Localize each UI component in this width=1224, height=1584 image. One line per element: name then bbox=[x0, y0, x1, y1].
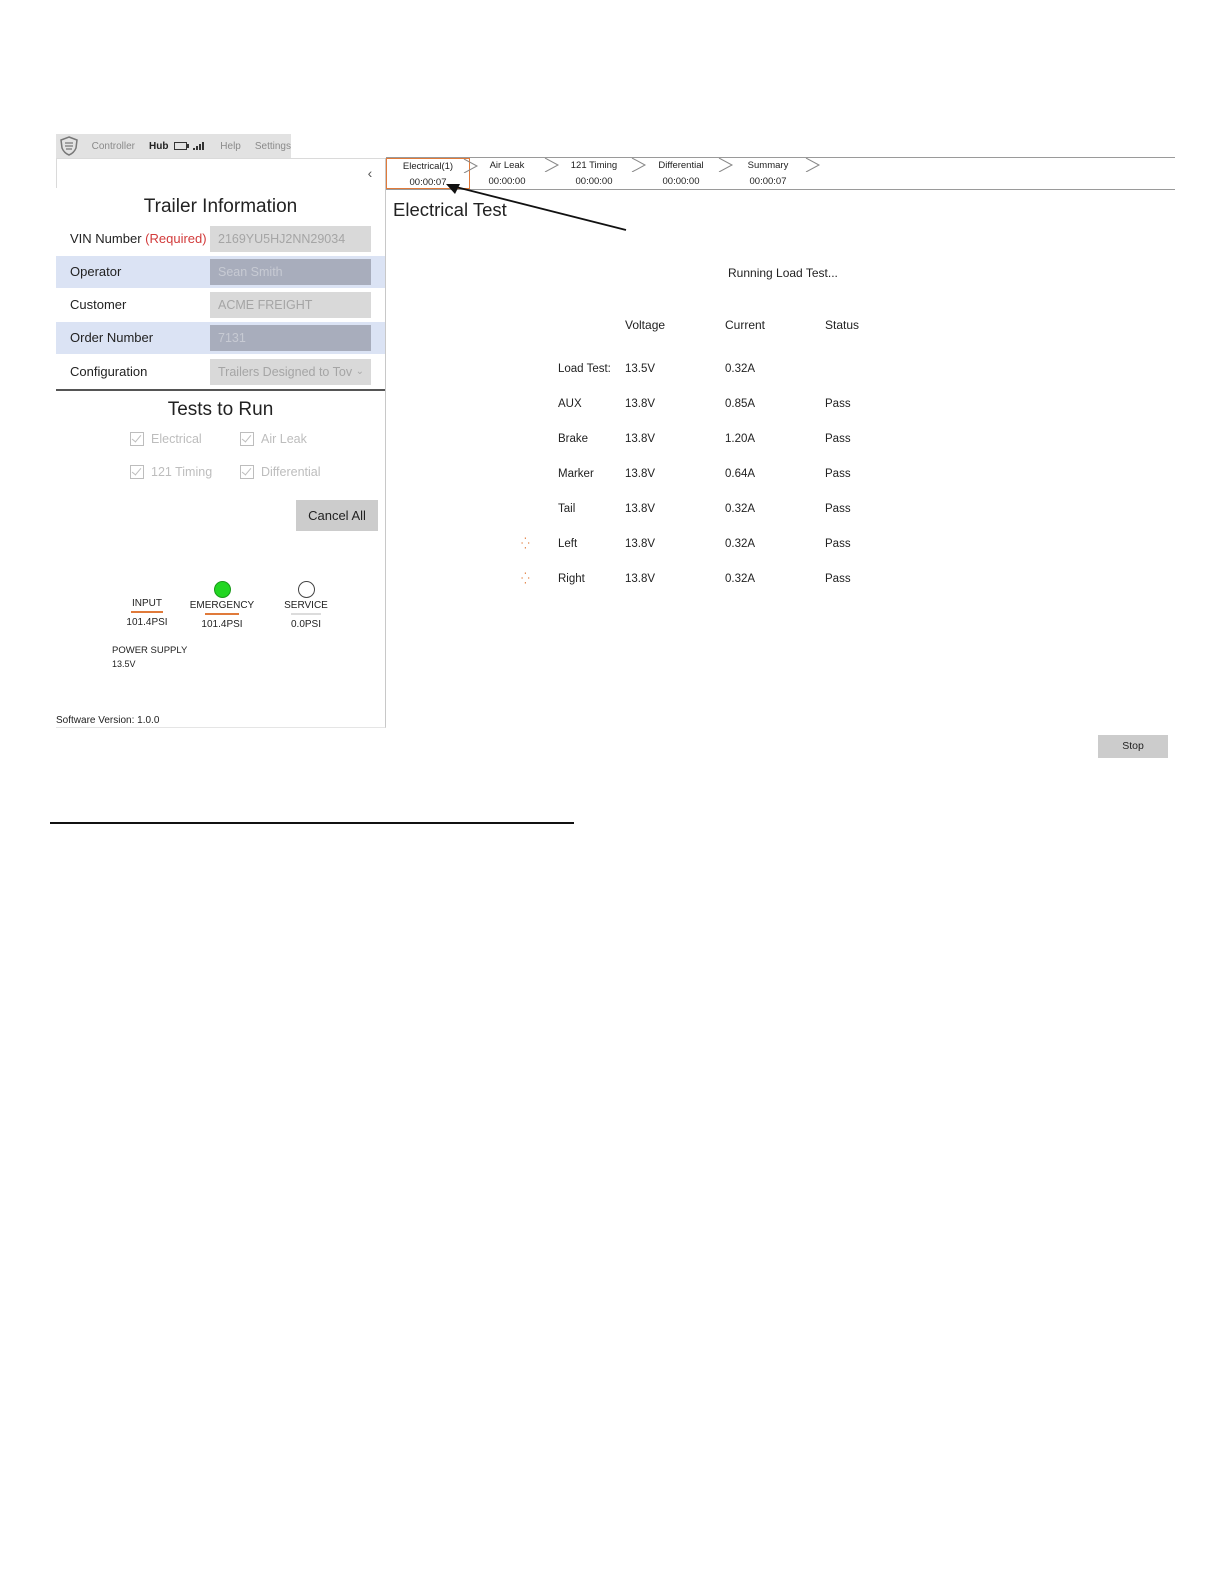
menu-settings[interactable]: Settings bbox=[254, 140, 291, 152]
power-supply-value: 13.5V bbox=[112, 659, 136, 669]
row-voltage: 13.8V bbox=[625, 433, 656, 445]
row-status: Pass bbox=[825, 468, 851, 480]
checkbox-icon bbox=[240, 432, 254, 446]
service-gauge bbox=[280, 581, 332, 630]
operator-label: Operator bbox=[70, 264, 122, 279]
spinner-icon: ⁛ bbox=[521, 538, 530, 550]
status-dot-icon bbox=[298, 581, 315, 598]
order-number-label: Order Number bbox=[70, 330, 154, 345]
row-status: Pass bbox=[825, 503, 851, 515]
row-status: Pass bbox=[825, 538, 851, 550]
row-status: Pass bbox=[825, 573, 851, 585]
row-current: 0.32A bbox=[725, 573, 756, 585]
section-divider bbox=[56, 389, 385, 391]
status-header: Status bbox=[825, 318, 860, 332]
status-text: Running Load Test... bbox=[728, 266, 838, 280]
emergency-label: EMERGENCY bbox=[189, 600, 255, 611]
operator-field[interactable]: Sean Smith bbox=[210, 259, 371, 285]
customer-field[interactable]: ACME FREIGHT bbox=[210, 292, 371, 318]
row-voltage: 13.8V bbox=[625, 468, 656, 480]
cancel-all-button[interactable]: Cancel All bbox=[296, 500, 378, 531]
input-value: 101.4PSI bbox=[126, 617, 168, 628]
configuration-select[interactable]: Trailers Designed to Tov ⌄ bbox=[210, 359, 371, 385]
row-current: 0.85A bbox=[725, 398, 756, 410]
checkbox-icon bbox=[240, 465, 254, 479]
order-number-field[interactable]: 7131 bbox=[210, 325, 371, 351]
emergency-bar bbox=[205, 613, 239, 615]
row-voltage: 13.8V bbox=[625, 398, 656, 410]
configuration-label: Configuration bbox=[70, 364, 148, 379]
shield-logo-icon bbox=[58, 135, 80, 157]
required-label: (Required) bbox=[145, 231, 207, 246]
battery-icon bbox=[174, 142, 187, 150]
current-header: Current bbox=[725, 318, 766, 332]
software-version: Software Version: 1.0.0 bbox=[56, 715, 160, 726]
row-current: 1.20A bbox=[725, 433, 756, 445]
menu-controller[interactable]: Controller bbox=[91, 140, 135, 152]
page-title: Electrical Test bbox=[393, 199, 507, 220]
row-current: 0.32A bbox=[725, 538, 756, 550]
test-air-leak-checkbox[interactable]: Air Leak bbox=[240, 432, 307, 446]
separator-line bbox=[50, 822, 574, 824]
customer-row bbox=[56, 289, 385, 321]
row-name: Tail bbox=[558, 503, 576, 515]
vin-field[interactable]: 2169YU5HJ2NN29034 bbox=[210, 226, 371, 252]
row-status: Pass bbox=[825, 398, 851, 410]
voltage-header: Voltage bbox=[625, 318, 666, 332]
test-differential-checkbox[interactable]: Differential bbox=[240, 465, 321, 479]
emergency-value: 101.4PSI bbox=[201, 619, 243, 630]
vin-label: VIN Number (Required) bbox=[70, 231, 207, 246]
menu-hub[interactable]: Hub bbox=[149, 140, 169, 152]
spinner-icon: ⁛ bbox=[521, 573, 530, 585]
row-name: Marker bbox=[558, 468, 594, 480]
tab-differential[interactable]: Differential 00:00:00 bbox=[638, 158, 724, 189]
operator-row bbox=[56, 256, 385, 288]
vin-row bbox=[56, 223, 385, 255]
row-name: Load Test: bbox=[558, 363, 611, 375]
tab-121-timing[interactable]: 121 Timing 00:00:00 bbox=[551, 158, 637, 189]
input-label: INPUT bbox=[132, 598, 162, 609]
status-dot-icon bbox=[214, 581, 231, 598]
row-current: 0.32A bbox=[725, 503, 756, 515]
input-bar bbox=[131, 611, 163, 613]
order-number-row bbox=[56, 322, 385, 354]
row-voltage: 13.8V bbox=[625, 538, 656, 550]
row-name: Right bbox=[558, 573, 585, 585]
chevron-down-icon: ⌄ bbox=[355, 366, 364, 377]
tab-air-leak[interactable]: Air Leak 00:00:00 bbox=[464, 158, 550, 189]
row-name: Brake bbox=[558, 433, 589, 445]
input-gauge bbox=[122, 581, 172, 628]
service-bar bbox=[291, 613, 321, 615]
checkbox-icon bbox=[130, 465, 144, 479]
signal-icon bbox=[193, 142, 204, 150]
row-voltage: 13.8V bbox=[625, 503, 656, 515]
chevron-left-icon[interactable]: ‹ bbox=[367, 165, 373, 181]
configuration-row bbox=[56, 356, 385, 388]
menu-help[interactable]: Help bbox=[220, 140, 241, 152]
tests-to-run-title: Tests to Run bbox=[167, 399, 274, 420]
stop-button[interactable]: Stop bbox=[1098, 735, 1168, 758]
top-menu-bar bbox=[56, 134, 291, 158]
customer-label: Customer bbox=[70, 297, 127, 312]
emergency-gauge bbox=[188, 581, 256, 630]
tab-electrical[interactable]: Electrical(1) 00:00:07 bbox=[386, 158, 470, 189]
trailer-info-title: Trailer Information bbox=[143, 196, 298, 217]
row-voltage: 13.8V bbox=[625, 573, 656, 585]
row-status: Pass bbox=[825, 433, 851, 445]
row-current: 0.32A bbox=[725, 363, 756, 375]
power-supply-label: POWER SUPPLY bbox=[112, 645, 188, 656]
service-label: SERVICE bbox=[284, 600, 328, 611]
row-voltage: 13.5V bbox=[625, 363, 656, 375]
test-121-timing-checkbox[interactable]: 121 Timing bbox=[130, 465, 212, 479]
row-current: 0.64A bbox=[725, 468, 756, 480]
checkbox-icon bbox=[130, 432, 144, 446]
row-name: Left bbox=[558, 538, 578, 550]
service-value: 0.0PSI bbox=[290, 619, 322, 630]
test-electrical-checkbox[interactable]: Electrical bbox=[130, 432, 202, 446]
row-name: AUX bbox=[558, 398, 582, 410]
tab-summary[interactable]: Summary 00:00:07 bbox=[725, 158, 811, 189]
chevron-right-icon bbox=[805, 158, 821, 172]
